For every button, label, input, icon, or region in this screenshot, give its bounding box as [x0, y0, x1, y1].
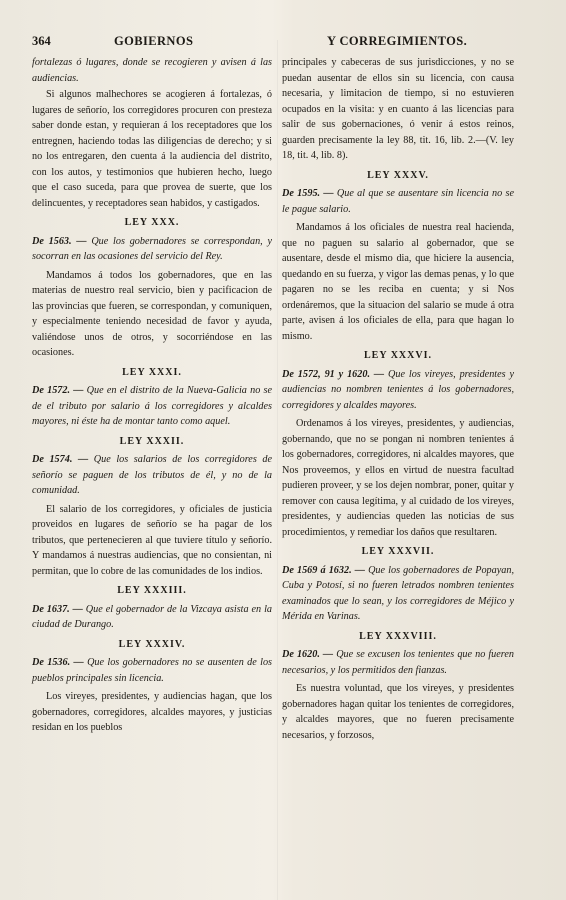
law-heading: LEY XXXI. [122, 366, 182, 378]
law-date: De 1569 á 1632. — [282, 564, 365, 576]
law-summary-text: Que se excusen los tenientes que no fueren necesarios, y los permitidos den fianzas. [282, 649, 515, 676]
right-column [282, 55, 514, 744]
law-date: De 1572. — [32, 385, 84, 396]
law-heading: LEY XXX. [124, 217, 180, 228]
law-summary-text: Que el gobernador de la Vizcaya asista en la ciudad de Durango. [32, 603, 273, 630]
law-heading: LEY XXXV. [367, 169, 429, 181]
law-summary [32, 383, 272, 430]
law-date: De 1637. — [32, 603, 83, 615]
law-date: De 1563. — [32, 235, 87, 247]
law-summary [32, 452, 272, 499]
law-heading: LEY XXXVIII. [359, 630, 437, 642]
law-summary-text: Que al que se ausentare sin licencia no se le pague salario. [282, 188, 515, 215]
law-date: De 1595. — [282, 188, 334, 199]
law-heading: LEY XXXVII. [361, 546, 435, 557]
law-heading: LEY XXXVI. [364, 350, 432, 361]
law-summary [32, 655, 272, 686]
law-summary [282, 647, 514, 678]
law-date: De 1536. — [32, 657, 84, 668]
law-summary [32, 234, 272, 265]
law-summary [282, 186, 514, 217]
law-date: De 1620. — [282, 649, 334, 660]
running-head-right: Y CORREGIMIENTOS. [327, 34, 468, 48]
law-summary-text: Que los gobernadores se correspondan, y socorran en las ocasiones del servicio del Rey. [32, 235, 272, 262]
law-text: El salario de los corregidores, y oficiales de justicia proveidos en lugares de señorío se ha pagar de los tributos, que pertenecieren al que tuviere título y señorío. Y mandamos á nuestras audiencias, que no consientan, ni permitan, que lo cobre de las comunidades de los indios. [32, 503, 272, 577]
law-heading: LEY XXXII. [119, 435, 185, 447]
law-summary-text: Que los gobernadores no se ausenten de los pueblos principales sin licencia. [32, 657, 273, 684]
left-column [32, 55, 272, 737]
law-summary-text: Que los salarios de los corregidores de señorío se paguen de los tributos de él, y no de la comunidad. [32, 454, 272, 496]
law-summary [282, 367, 514, 414]
paragraph-continuation: fortalezas ó lugares, donde se recogieren y avisen á las audiencias. [32, 57, 272, 84]
law-summary [32, 602, 272, 633]
column-gutter [277, 40, 278, 900]
paragraph: Si algunos malhechores se acogieren á fortalezas, ó lugares de señorío, los corregidores procuren con presteza saber donde estan, y requieran á los receptadores que los entregnen, haciendo todas las diligencias de derecho; y si no los entregaren, den cuenta á la audiencia del distrito, con los autos, y testimonios que hubieren hecho, luego que el caso suceda, para que provea de suerte, que los delincuentes, y receptadores sean habidos, y castigados. [32, 89, 272, 209]
law-heading: LEY XXXIII. [117, 585, 187, 596]
law-text: Mandamos á todos los gobernadores, que en las materias de nuestro real servicio, bien y pacificacion de las provincias que fueren, se correspondan, y comuniquen, y especialmente teniendo necesidad de favor y ayuda, valiéndose unos de otros, y socorriéndose en las ocasiones. [32, 269, 272, 358]
law-summary-text: Que en el distrito de la Nueva-Galicia no se de el tributo por salario á los corregidores y alcaldes mayores, ni éste ha de montar tanto como aquel. [32, 385, 273, 427]
law-date: De 1574. — [32, 454, 89, 465]
law-text: Es nuestra voluntad, que los vireyes, y presidentes gobernadores hagan quitar los tenientes de corregidores, y alcaldes mayores, que no fueren precisamente necesarios, y forzosos, [282, 683, 514, 741]
law-text: Mandamos á los oficiales de nuestra real hacienda, que no paguen su salario al gobernador, que se ausentare, desde el mismo dia, que hiciere la ausencia, quedando en su fuerza, y vigor las demas penas, y lo que pagaren no se les reciba en cuenta; y si Nos ordenáremos, que la situacion del salario se mude á otra parte, avisen á los oficiales de ella, para que hagan lo mismo. [282, 222, 514, 342]
law-date: De 1572, 91 y 1620. — [282, 368, 385, 380]
law-summary-text: Que los gobernadores de Popayan, Cuba y Potosí, si no fueren letrados nombren tenientes examinados que lo sean, y los corregidores de Méjico y Mérida en Varinas. [282, 564, 514, 622]
law-summary-text: Que los vireyes, presidentes y audiencias no nombren tenientes á los gobernadores, corregidores y alcaldes mayores. [282, 368, 515, 411]
page-header [0, 34, 566, 52]
page-number: 364 [32, 34, 51, 48]
law-text: Ordenamos á los vireyes, presidentes, y audiencias, gobernando, que no se pongan ni nombren tenientes á los gobernadores, corregidores, ni alcaldes mayores, que Nos proveemos, y ellos en virtud de nuestra facultad pudieren proveer, y se los dejen nombrar, poner, quitar y remover con causa legítima, y al cuidado de los vireyes, presidentes, y audiencias queden las noticias de sus procedimientos, y remediar los daños que resultaren. [282, 418, 514, 538]
running-head-left: GOBIERNOS [114, 34, 194, 48]
law-summary [282, 563, 514, 625]
law-heading: LEY XXXIV. [118, 638, 186, 650]
paragraph-continuation: principales y cabeceras de sus jurisdicciones, y no se puedan ausentar de ellos sin su licencia, con causa necesaria, y limitacion de tiempo, si no estuvieren ocupados en la visita: y en cuanto á las licencias para salir de sus gobernaciones, ó venir á estos reinos, guarden precisamente la ley 88, tit. 16, lib. 2.—(V. ley 18, tit. 4, lib. 8). [282, 57, 514, 161]
law-text: Los vireyes, presidentes, y audiencias hagan, que los gobernadores, corregidores, alcaldes mayores, y justicias residan en los pueblos [32, 691, 272, 733]
